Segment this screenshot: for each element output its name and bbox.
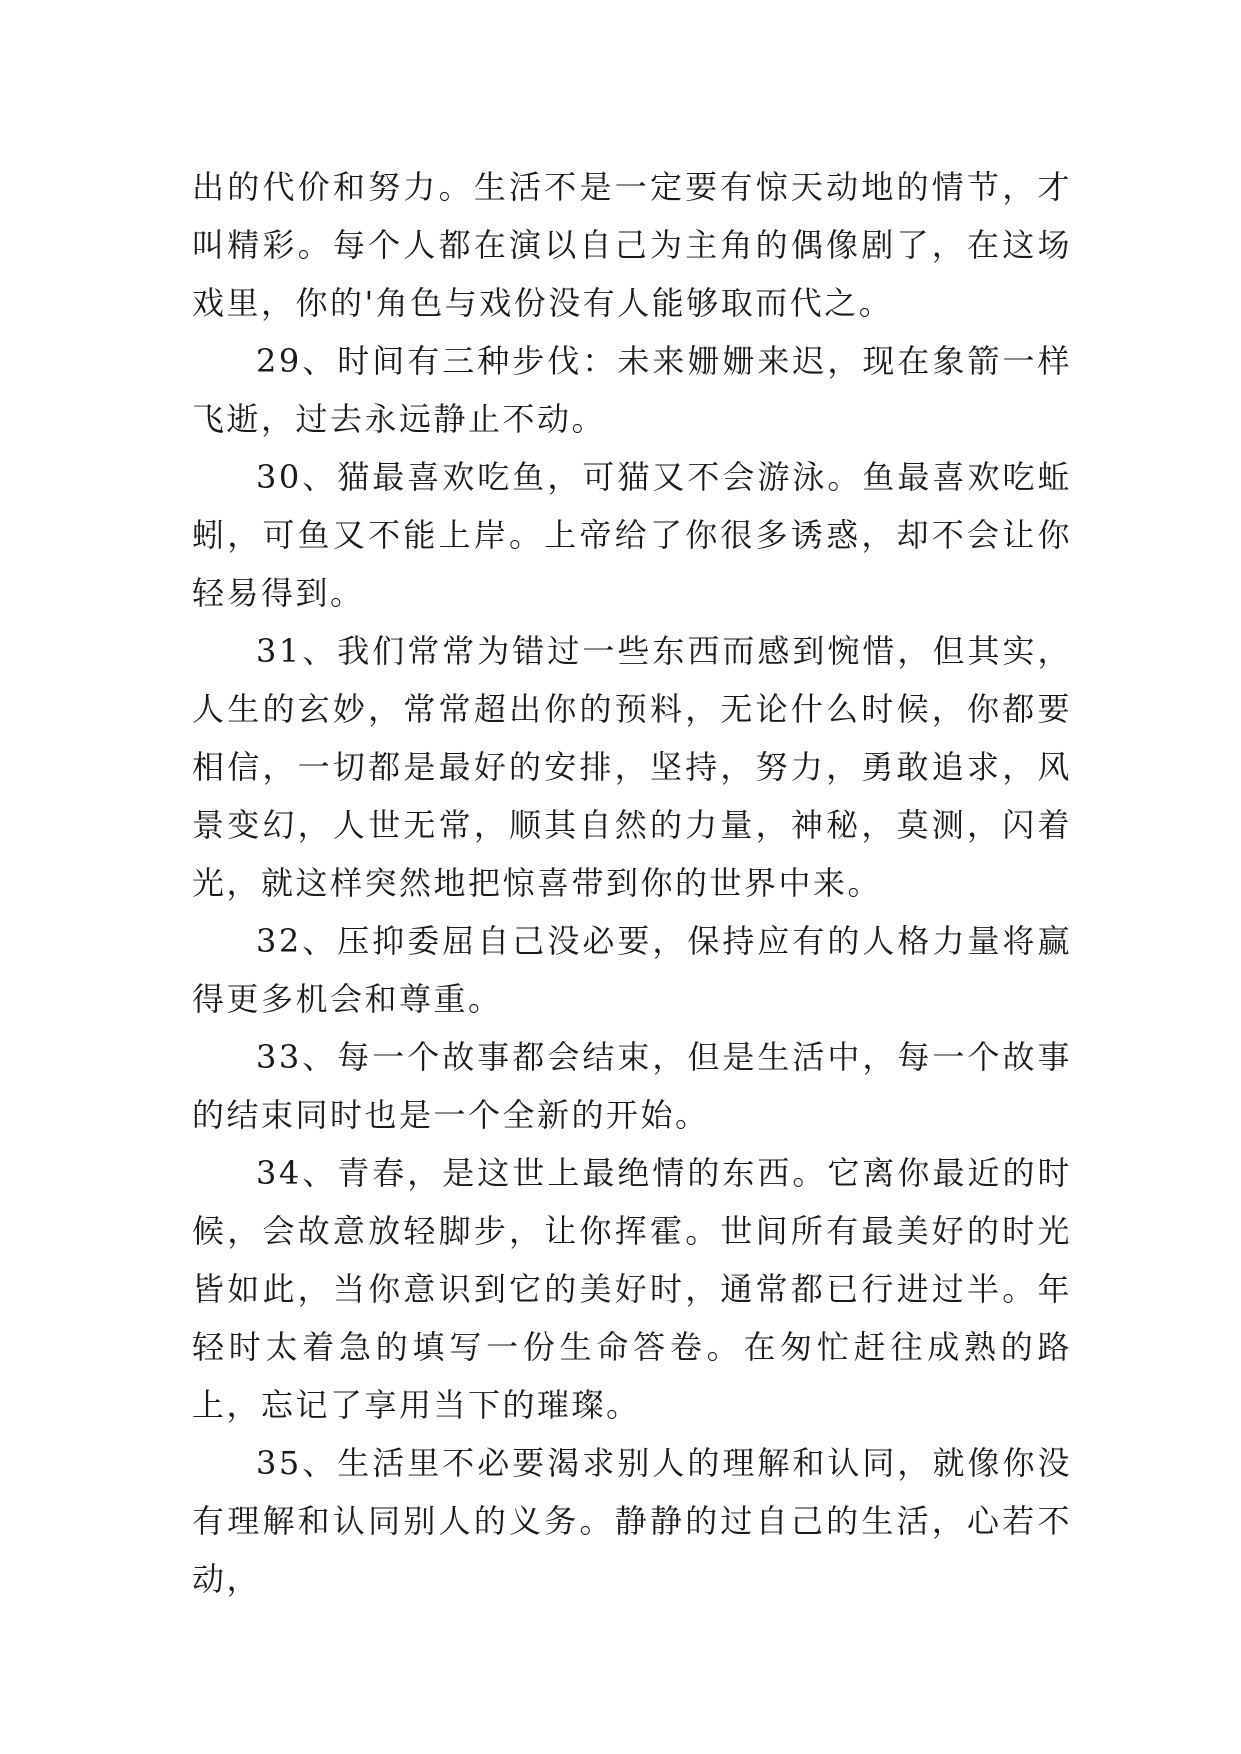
paragraph-29: 29、时间有三种步伐：未来姗姗来迟，现在象箭一样飞逝，过去永远静止不动。: [192, 342, 1072, 438]
paragraph-35: 35、生活里不必要渴求别人的理解和认同，就像你没有理解和认同别人的义务。静静的过自己的生活，心若不动，: [192, 1444, 1072, 1598]
paragraph-32: 32、压抑委屈自己没必要，保持应有的人格力量将赢得更多机会和尊重。: [192, 922, 1072, 1018]
paragraph-30: 30、猫最喜欢吃鱼，可猫又不会游泳。鱼最喜欢吃蚯蚓，可鱼又不能上岸。上帝给了你很多诱惑，却不会让你轻易得到。: [192, 458, 1072, 612]
paragraph-31: 31、我们常常为错过一些东西而感到惋惜，但其实，人生的玄妙，常常超出你的预料，无论什么时候，你都要相信，一切都是最好的安排，坚持，努力，勇敢追求，风景变幻，人世无常，顺其自然的力量，神秘，莫测，闪着光，就这样突然地把惊喜带到你的世界中来。: [192, 632, 1072, 902]
paragraph-continued: 出的代价和努力。生活不是一定要有惊天动地的情节，才叫精彩。每个人都在演以自己为主角的偶像剧了，在这场戏里，你的'角色与戏份没有人能够取而代之。: [192, 168, 1072, 322]
document-body: [192, 158, 1072, 1608]
paragraph-33: 33、每一个故事都会结束，但是生活中，每一个故事的结束同时也是一个全新的开始。: [192, 1038, 1072, 1134]
paragraph-34: 34、青春，是这世上最绝情的东西。它离你最近的时候，会故意放轻脚步，让你挥霍。世间所有最美好的时光皆如此，当你意识到它的美好时，通常都已行进过半。年轻时太着急的填写一份生命答卷。在匆忙赶往成熟的路上，忘记了享用当下的璀璨。: [192, 1154, 1072, 1424]
